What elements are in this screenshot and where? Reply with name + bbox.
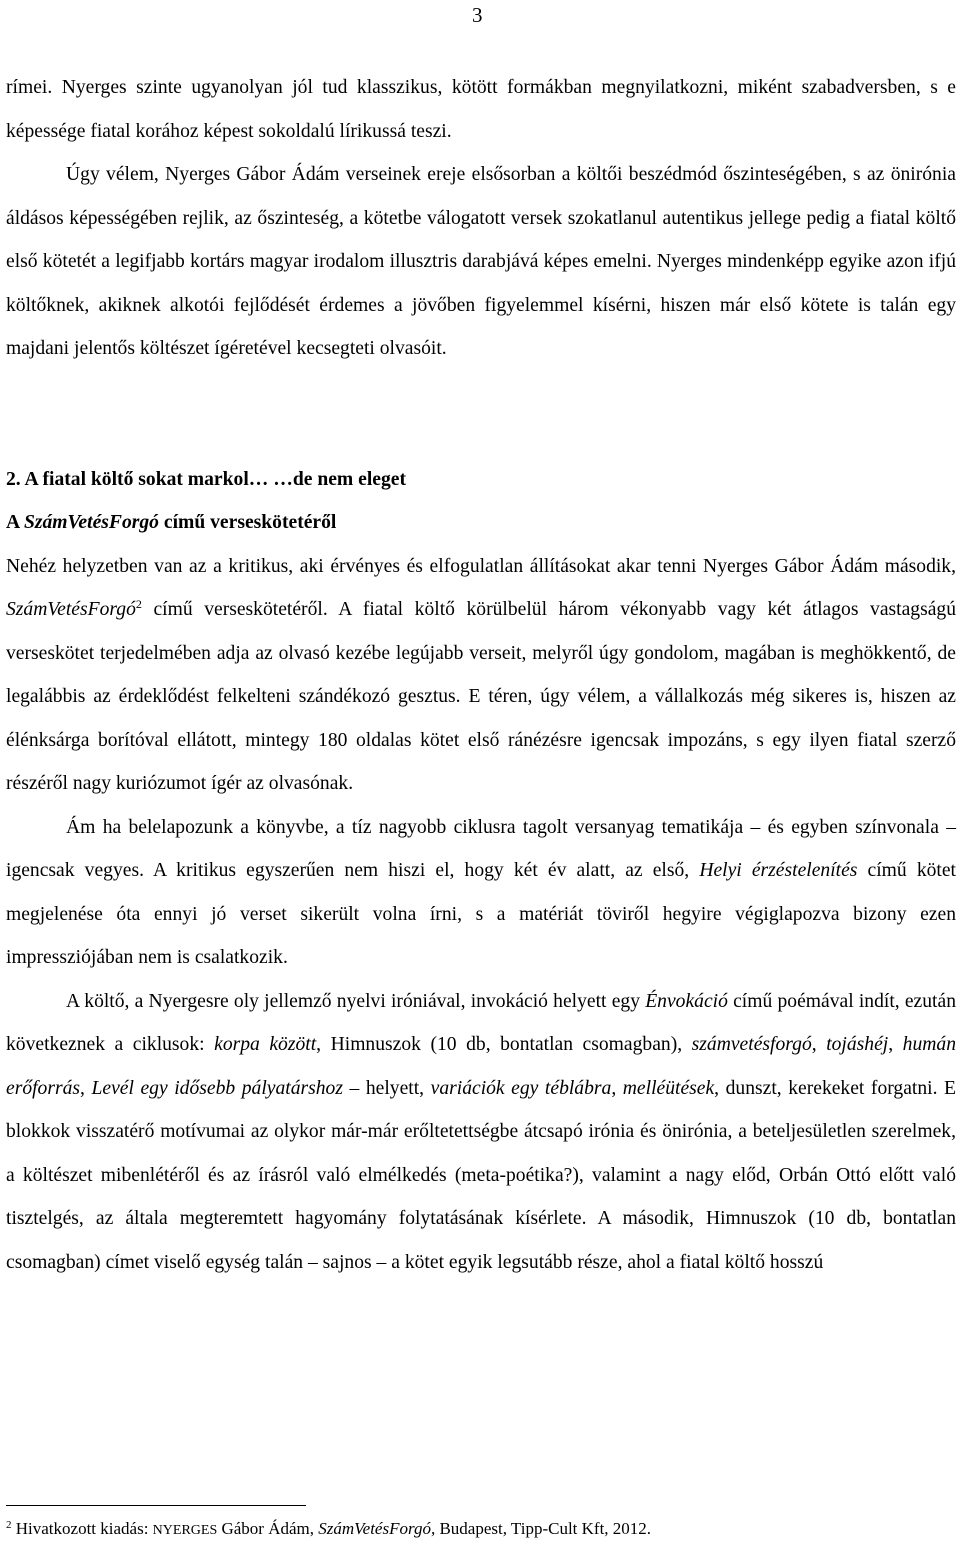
section-gap <box>6 371 956 458</box>
footnote-number: 2 <box>6 1519 12 1531</box>
paragraph-review-cycles: A költő, a Nyergesre oly jellemző nyelvi iróniával, invokáció helyett egy Énvokáció című poémával indít, ezután következnek a ciklusok: korpa között, Himnuszok (10 db, bontatlan csomagban), számvetésforgó, tojáshéj, humán erőforrás, Levél egy idősebb pályatárshoz – helyett, variációk egy téblábra, melléütések, dunszt, kerekeket forgatni. E blokkok visszatérő motívumai az olykor már-már erőltetettségbe átcsapó irónia és önirónia, a beteljesületlen szerelmek, a költészet mibenlétéről és az írásról való elmélkedés (meta-poétika?), valamint a nagy előd, Orbán Ottó előtt való tisztelgés, az általa megteremtett hagyomány folytatásának kísérlete. A második, Himnuszok (10 db, bontatlan csomagban) címet viselő egység talán – sajnos – a kötet egyik legsutább része, ahol a fiatal költő hosszú <box>6 990 957 1273</box>
book-title: SzámVetésForgó <box>23 512 159 533</box>
book-title: SzámVetésForgó <box>6 599 136 620</box>
section-subheading: A SzámVetésForgó című verseskötetéről <box>6 512 337 533</box>
paragraph-review-content: Ám ha belelapozunk a könyvbe, a tíz nagyobb ciklusra tagolt versanyag tematikája – és egyben színvonala – igencsak vegyes. A kritikus egyszerűen nem hiszi el, hogy két év alatt, az első, Helyi érzéstelenítés című kötet megjelenése óta ennyi jó verset sikerült volna írni, s a matériát töviről hegyire végiglapozva bizony ezen impressziójában nem is csalatkozik. <box>6 816 957 968</box>
footnote-reference[interactable]: 2 <box>135 597 142 611</box>
paragraph-review-opening: Nehéz helyzetben van az a kritikus, aki érvényes és elfogulatlan állításokat akar tenni Nyerges Gábor Ádám második, SzámVetésForgó$^2$ című verseskötetéről. A fiatal költő körülbelül három vékonyabb vagy két átlagos vastagságú verseskötet terjedelmében adja az olvasó kezébe legújabb verseit, melyről úgy gondolom, magában is meghökkentő, de legalábbis az érdeklődést felkelteni szándékozó gesztus. E téren, úgy vélem, a vállalkozás még sikeres is, hiszen az élénksárga borítóval ellátott, mintegy 180 oldalas kötet első ránézésre igencsak impozáns, s egy ilyen fiatal szerző részéről nagy kuriózumot ígér az olvasónak. <box>6 555 956 794</box>
page-body <box>6 66 956 1284</box>
book-title: Helyi érzéstelenítés <box>699 860 858 881</box>
paragraph-conclusion: Úgy vélem, Nyerges Gábor Ádám verseinek ereje elsősorban a költői beszédmód őszinteségében, s az önirónia áldásos képességében rejlik, az őszinteség, a kötetbe válogatott versek szokatlanul autentikus jellege pedig a fiatal költő első kötetét a legifjabb kortárs magyar irodalom illusztris darabjává képes emelni. Nyerges mindenképp egyike azon ifjú költőknek, akiknek alkotói fejlődését érdemes a jövőben figyelemmel kísérni, hiszen már első kötete is talán egy majdani jelentős költészet ígéretével kecsegteti olvasóit. <box>6 164 956 359</box>
footnote-separator <box>6 1505 306 1506</box>
paragraph-intro-ending: rímei. Nyerges szinte ugyanolyan jól tud klasszikus, kötött formákban megnyilatkozni, miként szabadversben, s e képessége fiatal korához képest sokoldalú lírikussá teszi. <box>6 77 956 142</box>
section-heading: 2. A fiatal költő sokat markol… …de nem eleget <box>6 468 407 490</box>
footnote: $^2$ Hivatkozott kiadás: NYERGES Gábor Ádám, SzámVetésForgó, Budapest, Tipp-Cult Kft, 2012. <box>6 1519 652 1538</box>
page-number: 3 <box>472 3 483 27</box>
